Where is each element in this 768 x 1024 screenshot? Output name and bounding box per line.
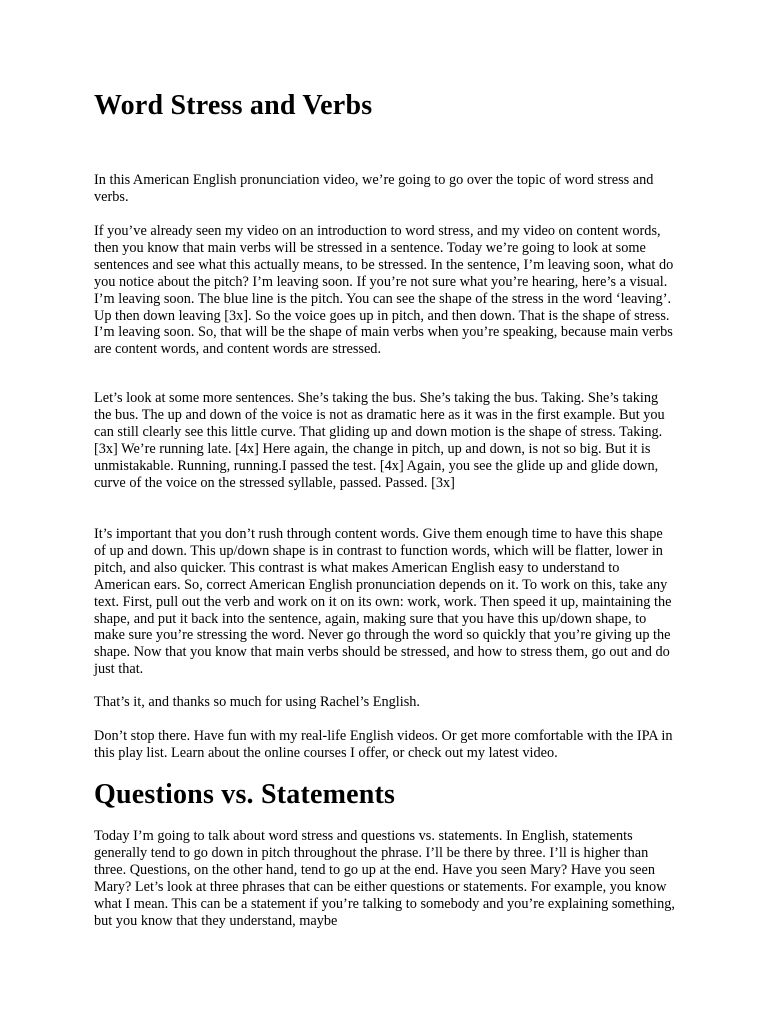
- paragraph: Don’t stop there. Have fun with my real-life English videos. Or get more comfortable with the IPA in this play list. Learn about the online courses I offer, or check out my latest video.: [94, 728, 673, 761]
- paragraph: In this American English pronunciation video, we’re going to go over the topic of word stress and verbs.: [94, 172, 654, 205]
- section-heading: Questions vs. Statements: [94, 779, 396, 810]
- section-heading: Word Stress and Verbs: [94, 90, 373, 121]
- paragraph: That’s it, and thanks so much for using Rachel’s English.: [94, 694, 421, 710]
- paragraph: Today I’m going to talk about word stress and questions vs. statements. In English, statements generally tend to go down in pitch throughout the phrase. I’ll be there by three. I’ll is higher than three. Questions, on the other hand, tend to go up at the end. Have you seen Mary? Have you seen Mary? Let’s look at three phrases that can be either questions or statements. For example, you know what I mean. This can be a statement if you’re talking to somebody and you’re explaining something, but you know that they understand, maybe: [94, 828, 675, 929]
- paragraph: It’s important that you don’t rush through content words. Give them enough time to have this shape of up and down. This up/down shape is in contrast to function words, which will be flatter, lower in pitch, and also quicker. This contrast is what makes American English easy to understand to American ears. So, correct American English pronunciation depends on it. To work on this, take any text. First, pull out the verb and work on it on its own: work, work. Then speed it up, maintaining the shape, and put it back into the sentence, again, making sure that you have this up/down shape, to make sure you’re stressing the word. Never go through the word so quickly that you’re giving up the shape. Now that you know that main verbs should be stressed, and how to stress them, go out and do just that.: [94, 526, 672, 678]
- paragraph: Let’s look at some more sentences. She’s taking the bus. She’s taking the bus. Taking. She’s taking the bus. The up and down of the voice is not as dramatic here as it was in the first example. But you can still clearly see this little curve. That gliding up and down motion is the shape of stress. Taking. [3x] We’re running late. [4x] Here again, the change in pitch, up and down, is not so big. But it is unmistakable. Running, running.I passed the test. [4x] Again, you see the glide up and glide down, curve of the voice on the stressed syllable, passed. Passed. [3x]: [94, 390, 665, 491]
- paragraph: If you’ve already seen my video on an introduction to word stress, and my video on content words, then you know that main verbs will be stressed in a sentence. Today we’re going to look at some sentences and see what this actually means, to be stressed. In the sentence, I’m leaving soon, what do you notice about the pitch? I’m leaving soon. If you’re not sure what you’re hearing, here’s a visual. I’m leaving soon. The blue line is the pitch. You can see the shape of the stress in the word ‘leaving’. Up then down leaving [3x]. So the voice goes up in pitch, and then down. That is the shape of stress. I’m leaving soon. So, that will be the shape of main verbs when you’re speaking, because main verbs are content words, and content words are stressed.: [94, 223, 674, 358]
